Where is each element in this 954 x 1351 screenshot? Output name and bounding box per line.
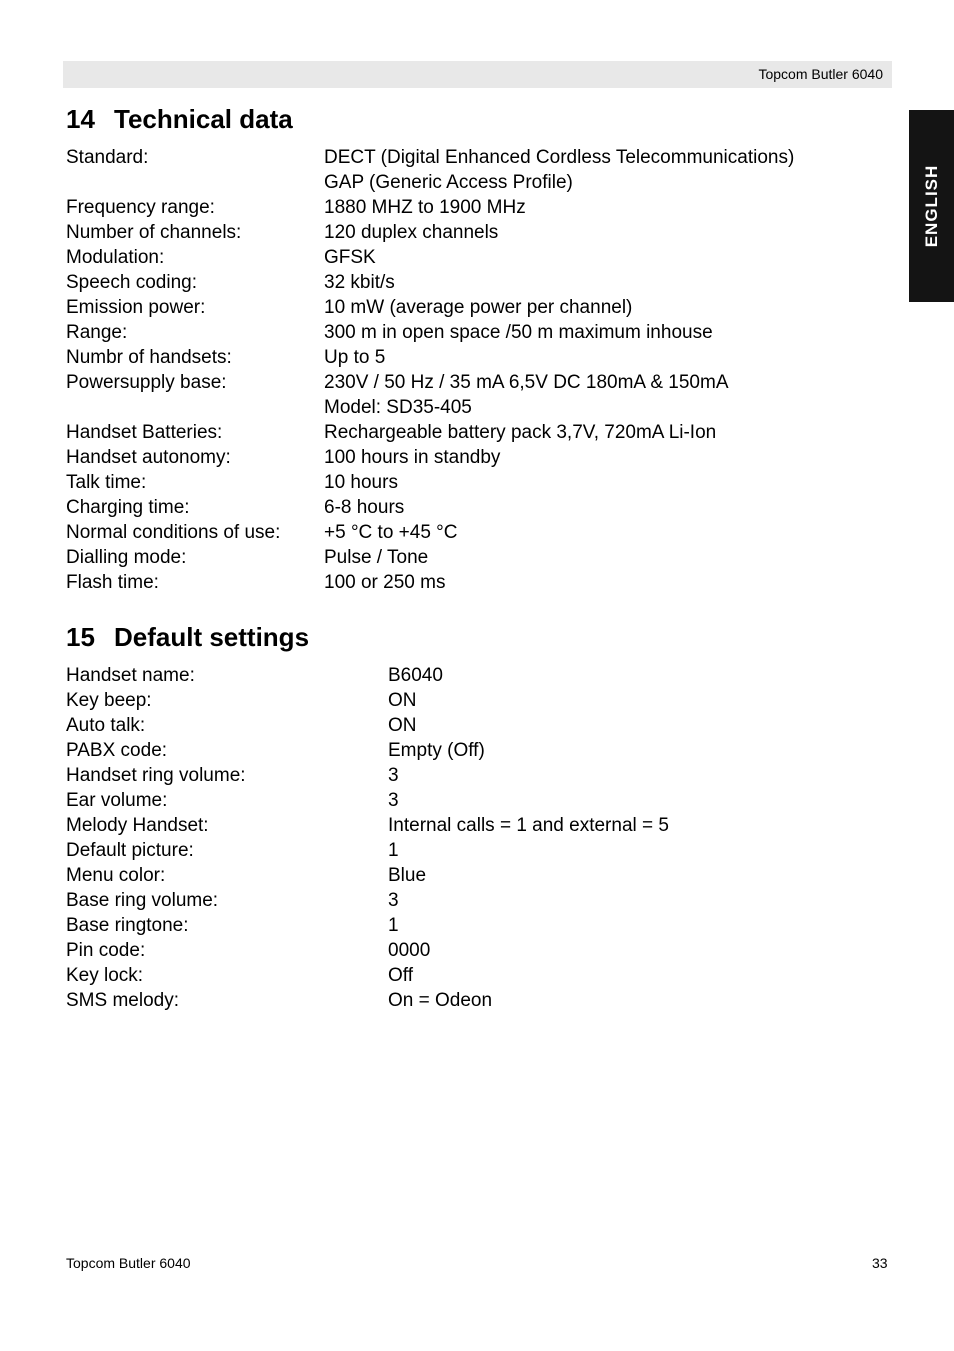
technical-data-heading — [66, 104, 293, 134]
row-label: Flash time: — [66, 572, 159, 593]
row-value: Model: SD35-405 — [324, 397, 472, 418]
row-label: Auto talk: — [66, 715, 146, 736]
row-label: Key beep: — [66, 690, 152, 711]
default-settings-heading — [66, 622, 309, 652]
row-label: Emission power: — [66, 297, 206, 318]
row-label: Handset autonomy: — [66, 447, 231, 468]
row-label: Number of channels: — [66, 222, 242, 243]
row-label: Normal conditions of use: — [66, 522, 281, 543]
row-value: GAP (Generic Access Profile) — [324, 172, 573, 193]
row-label: Standard: — [66, 147, 149, 168]
row-value: 10 mW (average power per channel) — [324, 297, 633, 318]
section-title: Technical data — [114, 104, 293, 134]
row-value: Blue — [388, 865, 427, 886]
row-value: 6-8 hours — [324, 497, 405, 518]
row-value: 0000 — [388, 940, 431, 961]
row-label: Handset ring volume: — [66, 765, 246, 786]
row-value: 1 — [388, 915, 399, 936]
language-tab-label: ENGLISH — [921, 164, 941, 248]
row-value: 32 kbit/s — [324, 272, 395, 293]
row-label: PABX code: — [66, 740, 168, 761]
row-label: Range: — [66, 322, 128, 343]
row-label: Frequency range: — [66, 197, 215, 218]
row-label: Speech coding: — [66, 272, 197, 293]
row-label: Menu color: — [66, 865, 166, 886]
section-number: 15 — [66, 622, 95, 652]
row-label: Numbr of handsets: — [66, 347, 232, 368]
row-label: Default picture: — [66, 840, 194, 861]
row-value: GFSK — [324, 247, 376, 268]
row-label: Dialling mode: — [66, 547, 187, 568]
row-label: Handset name: — [66, 665, 195, 686]
row-label: Modulation: — [66, 247, 165, 268]
row-value: Pulse / Tone — [324, 547, 429, 568]
row-value: Rechargeable battery pack 3,7V, 720mA Li-Ion — [324, 422, 717, 443]
row-value: Internal calls = 1 and external = 5 — [388, 815, 669, 836]
row-label: Base ringtone: — [66, 915, 189, 936]
page-header — [63, 61, 892, 88]
row-value: 120 duplex channels — [324, 222, 499, 243]
row-label: Charging time: — [66, 497, 190, 518]
row-value: Up to 5 — [324, 347, 386, 368]
row-label: Pin code: — [66, 940, 146, 961]
row-value: 230V / 50 Hz / 35 mA 6,5V DC 180mA & 150mA — [324, 372, 729, 393]
row-value: 1 — [388, 840, 399, 861]
header-title: Topcom Butler 6040 — [758, 66, 883, 82]
row-label: Melody Handset: — [66, 815, 209, 836]
footer-title: Topcom Butler 6040 — [66, 1255, 191, 1271]
row-label: Base ring volume: — [66, 890, 219, 911]
row-value: 3 — [388, 890, 399, 911]
row-value: On = Odeon — [388, 990, 493, 1011]
row-value: +5 °C to +45 °C — [324, 522, 458, 543]
row-label: SMS melody: — [66, 990, 179, 1011]
row-value: 300 m in open space /50 m maximum inhouse — [324, 322, 713, 343]
row-value: 1880 MHZ to 1900 MHz — [324, 197, 526, 218]
row-value: Empty (Off) — [388, 740, 485, 761]
row-value: DECT (Digital Enhanced Cordless Telecommunications) — [324, 147, 795, 168]
row-value: B6040 — [388, 665, 443, 686]
row-label: Handset Batteries: — [66, 422, 223, 443]
row-label: Talk time: — [66, 472, 147, 493]
row-value: ON — [388, 690, 417, 711]
language-tab — [909, 110, 954, 302]
row-value: Off — [388, 965, 413, 986]
row-value: 10 hours — [324, 472, 398, 493]
row-value: 3 — [388, 790, 399, 811]
section-number: 14 — [66, 104, 95, 134]
row-label: Powersupply base: — [66, 372, 227, 393]
page-number: 33 — [872, 1255, 888, 1271]
row-value: ON — [388, 715, 417, 736]
row-label: Key lock: — [66, 965, 144, 986]
section-title: Default settings — [114, 622, 310, 652]
row-value: 3 — [388, 765, 399, 786]
row-label: Ear volume: — [66, 790, 168, 811]
row-value: 100 hours in standby — [324, 447, 501, 468]
row-value: 100 or 250 ms — [324, 572, 446, 593]
